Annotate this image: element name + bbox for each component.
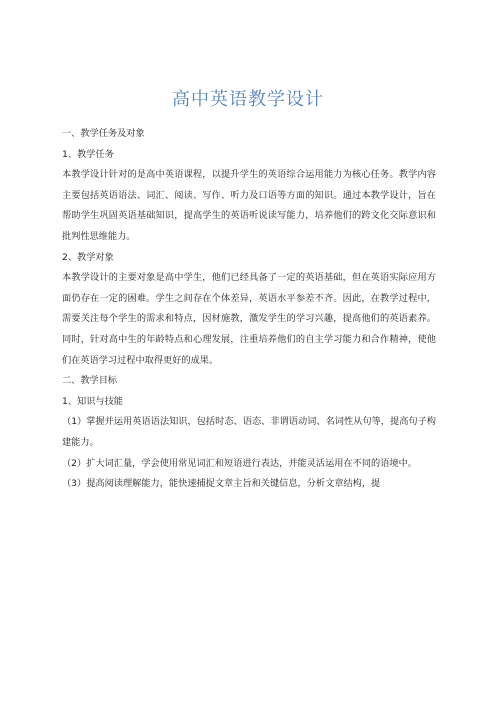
page-title: 高中英语教学设计 [172, 89, 324, 110]
paragraph: 本教学设计针对的是高中英语课程，以提升学生的英语综合运用能力为核心任务。教学内容主要包括英语语法、词汇、阅读、写作、听力及口语等方面的知识。通过本教学设计，旨在帮助学生巩固英语基础知识，提高学生的英语听说读写能力，培养他们的跨文化交际意识和批判性思维能力。 [62, 169, 436, 242]
subsection-heading: 2、教学对象 [62, 251, 114, 263]
paragraph: 本教学设计的主要对象是高中学生，他们已经具备了一定的英语基础，但在英语实际应用方面仍存在一定的困难。学生之间存在个体差异，英语水平参差不齐。因此，在教学过程中，需要关注每个学生的需求和特点，因材施教，激发学生的学习兴趣，提高他们的英语素养。同时，针对高中生的年龄特点和心理发展，注重培养他们的自主学习能力和合作精神，使他们在英语学习过程中取得更好的成果。 [62, 272, 436, 366]
subsection-heading: 1、教学任务 [62, 148, 114, 160]
document-body [62, 124, 436, 495]
section-heading: 一、教学任务及对象 [62, 128, 145, 139]
subsection-heading: 1、知识与技能 [62, 395, 123, 407]
list-item: （1）掌握并运用英语语法知识，包括时态、语态、非谓语动词、名词性从句等，提高句子构建能力。 [62, 416, 436, 448]
list-item: （2）扩大词汇量，学会使用常见词汇和短语进行表达，并能灵活运用在不同的语境中。 [62, 457, 417, 469]
list-item: （3）提高阅读理解能力，能快速捕捉文章主旨和关键信息，分析文章结构，提 [62, 478, 381, 490]
section-heading: 二、教学目标 [62, 375, 118, 387]
